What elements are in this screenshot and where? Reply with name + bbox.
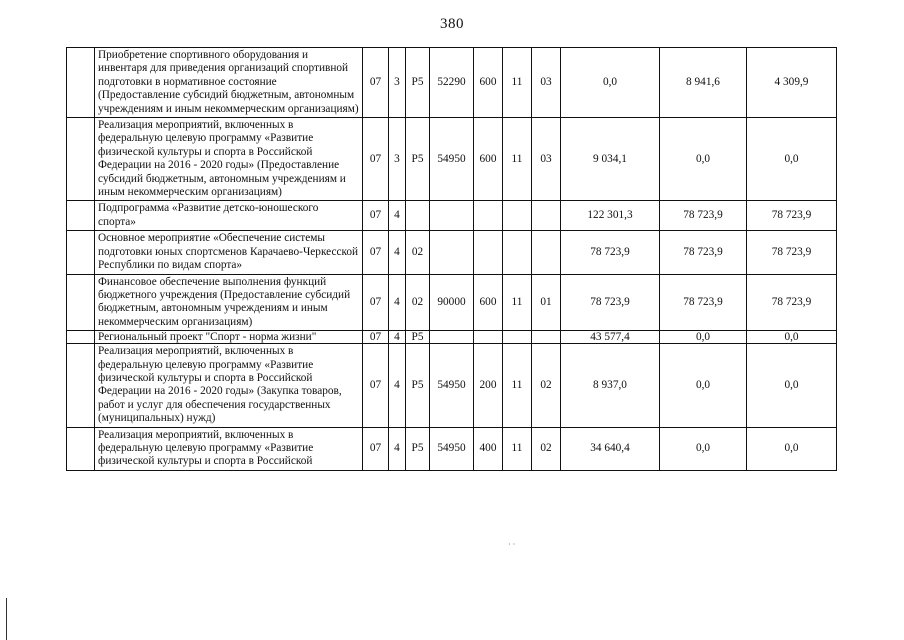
amount-year-1: 78 723,9	[561, 274, 660, 331]
code-section: 07	[363, 231, 389, 274]
amount-year-2: 78 723,9	[660, 274, 747, 331]
amount-year-1: 122 301,3	[561, 201, 660, 231]
code-article	[430, 201, 474, 231]
code-section: 07	[363, 201, 389, 231]
code-section: 07	[363, 331, 389, 344]
code-subsection: 4	[389, 344, 406, 427]
row-number-cell	[67, 48, 95, 118]
code-chapter: 11	[503, 344, 532, 427]
code-expense-type: 600	[474, 274, 503, 331]
code-subsection: 4	[389, 231, 406, 274]
code-article: 90000	[430, 274, 474, 331]
amount-year-2: 0,0	[660, 344, 747, 427]
code-section: 07	[363, 344, 389, 427]
table-row	[67, 231, 837, 274]
table-row	[67, 118, 837, 201]
code-subchapter: 03	[532, 118, 561, 201]
code-section: 07	[363, 427, 389, 470]
amount-year-2: 8 941,6	[660, 48, 747, 118]
row-number-cell	[67, 427, 95, 470]
amount-year-3: 78 723,9	[747, 231, 837, 274]
amount-year-3: 78 723,9	[747, 274, 837, 331]
amount-year-3: 0,0	[747, 118, 837, 201]
code-program: 02	[406, 274, 430, 331]
code-program: P5	[406, 331, 430, 344]
code-subchapter: 03	[532, 48, 561, 118]
code-subsection: 4	[389, 201, 406, 231]
code-chapter	[503, 231, 532, 274]
row-name: Приобретение спортивного оборудования и инвентаря для приведения организаций спортивной подготовки в нормативное состояние (Предоставление субсидий бюджетным, автономным учреждениям и иным некоммерческим организациям)	[95, 48, 363, 118]
row-name: Подпрограмма «Развитие детско-юношеского спорта»	[95, 201, 363, 231]
code-program	[406, 201, 430, 231]
table-body	[67, 48, 837, 471]
code-program: 02	[406, 231, 430, 274]
code-program: P5	[406, 48, 430, 118]
code-expense-type	[474, 201, 503, 231]
code-subsection: 3	[389, 118, 406, 201]
row-name: Реализация мероприятий, включенных в федеральную целевую программу «Развитие физической культуры и спорта в Российской Федерации на 2016 - 2020 годы» (Предоставление субсидий бюджетным, автономным учреждениям и иным некоммерческим организациям)	[95, 118, 363, 201]
code-subsection: 4	[389, 274, 406, 331]
code-subchapter: 02	[532, 427, 561, 470]
code-chapter	[503, 201, 532, 231]
row-name: Региональный проект "Спорт - норма жизни"	[95, 331, 363, 344]
row-number-cell	[67, 231, 95, 274]
amount-year-1: 0,0	[561, 48, 660, 118]
code-expense-type: 200	[474, 344, 503, 427]
row-name: Основное мероприятие «Обеспечение системы подготовки юных спортсменов Карачаево-Черкесской Республики по видам спорта»	[95, 231, 363, 274]
code-subsection: 4	[389, 331, 406, 344]
code-subsection: 4	[389, 427, 406, 470]
table-row	[67, 344, 837, 427]
code-chapter: 11	[503, 118, 532, 201]
amount-year-2: 0,0	[660, 118, 747, 201]
code-chapter: 11	[503, 427, 532, 470]
code-expense-type	[474, 231, 503, 274]
table-row	[67, 274, 837, 331]
code-chapter: 11	[503, 274, 532, 331]
code-expense-type: 600	[474, 118, 503, 201]
code-article: 54950	[430, 344, 474, 427]
amount-year-2: 78 723,9	[660, 201, 747, 231]
code-chapter	[503, 331, 532, 344]
code-subchapter	[532, 331, 561, 344]
budget-table	[66, 47, 837, 471]
amount-year-2: 0,0	[660, 331, 747, 344]
row-name: Реализация мероприятий, включенных в федеральную целевую программу «Развитие физической культуры и спорта в Российской Федерации на 2016 - 2020 годы» (Закупка товаров, работ и услуг для обеспечения государственных (муниципальных) нужд)	[95, 344, 363, 427]
table-row	[67, 427, 837, 470]
amount-year-3: 4 309,9	[747, 48, 837, 118]
code-section: 07	[363, 118, 389, 201]
amount-year-3: 0,0	[747, 427, 837, 470]
code-chapter: 11	[503, 48, 532, 118]
amount-year-1: 78 723,9	[561, 231, 660, 274]
scan-margin-line	[6, 598, 7, 640]
row-name: Реализация мероприятий, включенных в федеральную целевую программу «Развитие физической культуры и спорта в Российской	[95, 427, 363, 470]
code-subsection: 3	[389, 48, 406, 118]
code-expense-type: 400	[474, 427, 503, 470]
code-program: P5	[406, 118, 430, 201]
amount-year-1: 43 577,4	[561, 331, 660, 344]
row-number-cell	[67, 344, 95, 427]
amount-year-3: 0,0	[747, 331, 837, 344]
table-row	[67, 48, 837, 118]
page-number: 380	[440, 16, 464, 32]
code-section: 07	[363, 48, 389, 118]
row-name: Финансовое обеспечение выполнения функций бюджетного учреждения (Предоставление субсидий бюджетным, автономным учреждениям и иным некоммерческим организациям)	[95, 274, 363, 331]
code-subchapter	[532, 201, 561, 231]
code-subchapter	[532, 231, 561, 274]
row-number-cell	[67, 201, 95, 231]
row-number-cell	[67, 118, 95, 201]
code-article: 52290	[430, 48, 474, 118]
code-article: 54950	[430, 118, 474, 201]
code-article	[430, 231, 474, 274]
amount-year-1: 8 937,0	[561, 344, 660, 427]
code-program: P5	[406, 427, 430, 470]
code-expense-type: 600	[474, 48, 503, 118]
code-subchapter: 01	[532, 274, 561, 331]
amount-year-3: 0,0	[747, 344, 837, 427]
amount-year-2: 78 723,9	[660, 231, 747, 274]
code-subchapter: 02	[532, 344, 561, 427]
amount-year-2: 0,0	[660, 427, 747, 470]
amount-year-1: 9 034,1	[561, 118, 660, 201]
code-article	[430, 331, 474, 344]
row-number-cell	[67, 331, 95, 344]
amount-year-3: 78 723,9	[747, 201, 837, 231]
amount-year-1: 34 640,4	[561, 427, 660, 470]
code-expense-type	[474, 331, 503, 344]
code-section: 07	[363, 274, 389, 331]
scan-speck: · ·	[508, 540, 516, 549]
table-row	[67, 201, 837, 231]
code-program: P5	[406, 344, 430, 427]
table-row	[67, 331, 837, 344]
code-article: 54950	[430, 427, 474, 470]
row-number-cell	[67, 274, 95, 331]
